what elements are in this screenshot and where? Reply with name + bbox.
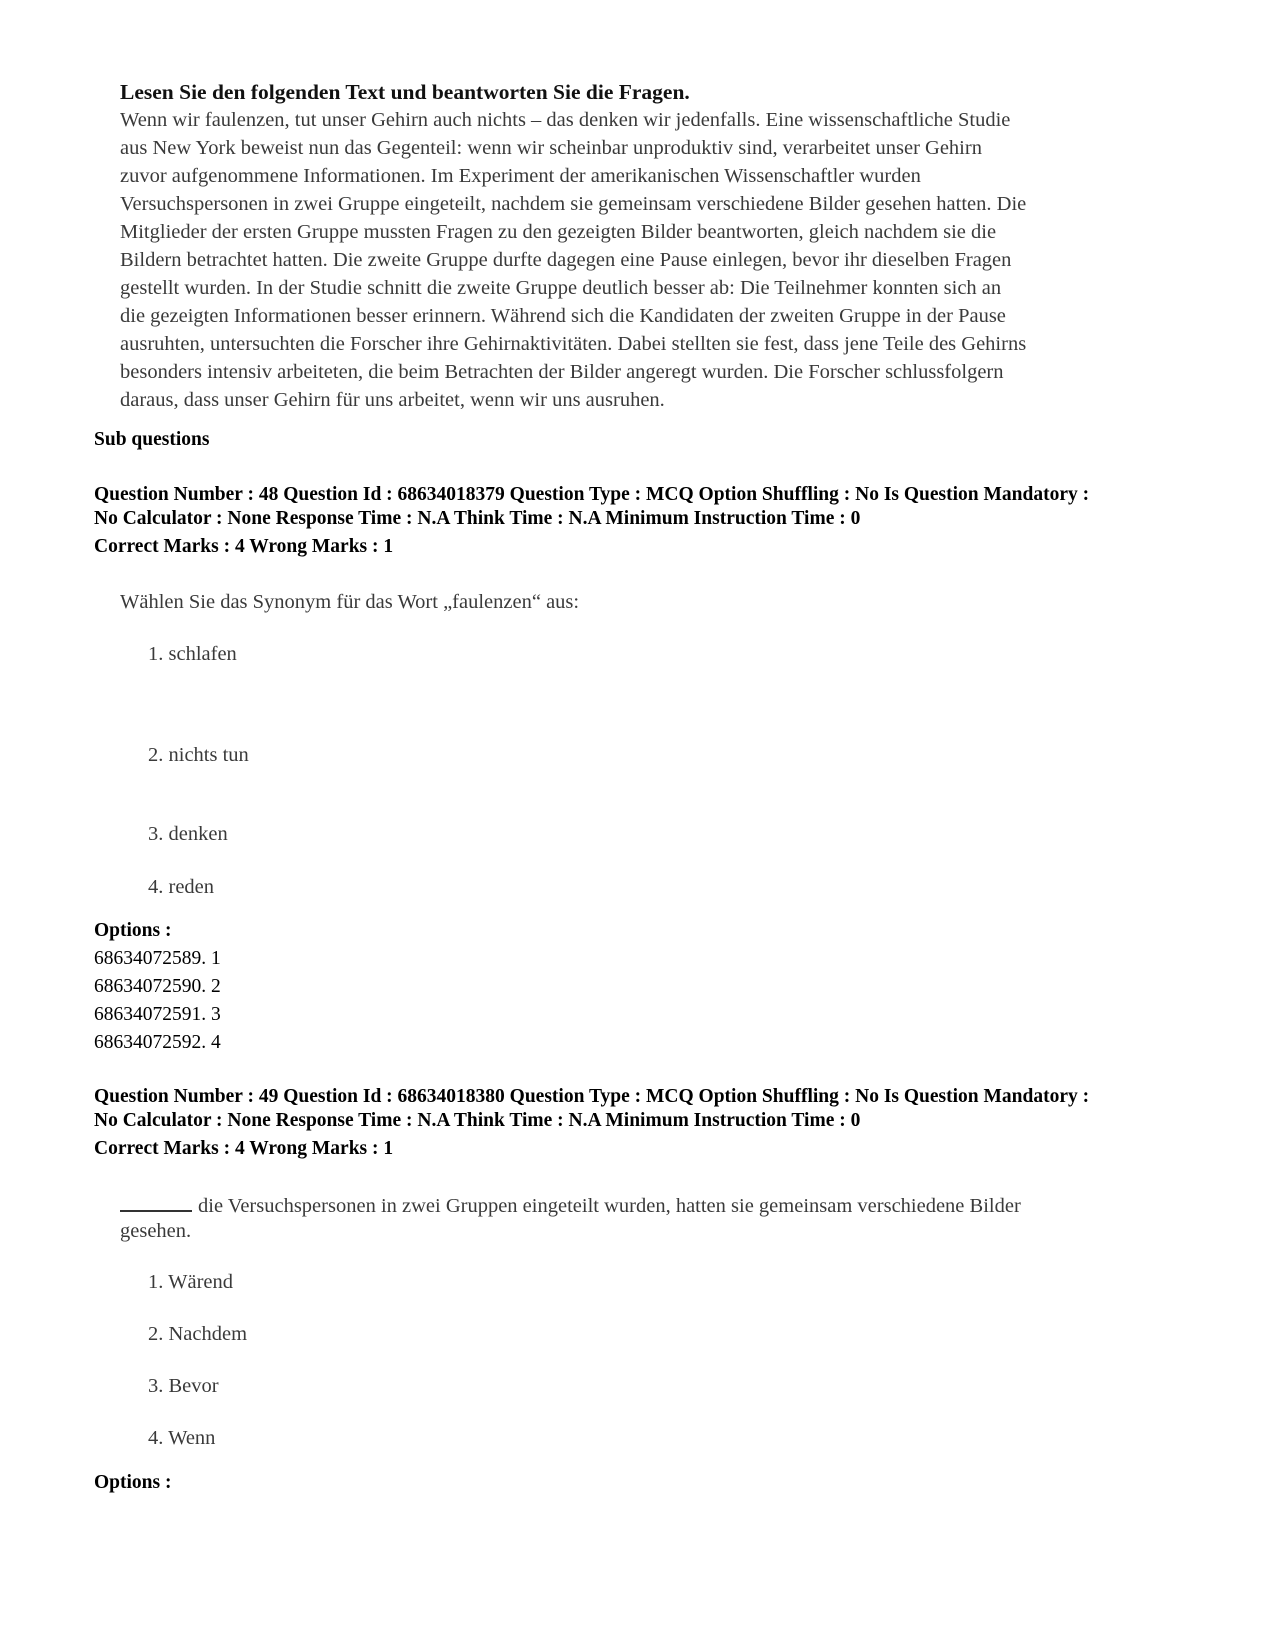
question-48-text: Wählen Sie das Synonym für das Wort „faulenzen“ aus: — [120, 591, 580, 613]
question-48-meta-line-1: Question Number : 48 Question Id : 68634018379 Question Type : MCQ Option Shuffling : No Is Question Mandatory : — [94, 484, 1090, 505]
question-49-choice-1: 1. Wärend — [148, 1271, 234, 1293]
question-48-option-id-4: 68634072592. 4 — [94, 1032, 221, 1053]
passage-line: besonders intensiv arbeiteten, die beim Betrachten der Bilder angeregt wurden. Die Forscher schlussfolgern — [120, 361, 1004, 383]
question-49-choice-2: 2. Nachdem — [148, 1323, 248, 1345]
question-48-choice-2: 2. nichts tun — [148, 744, 249, 766]
question-48-choice-4: 4. reden — [148, 876, 215, 898]
question-48-choice-1: 1. schlafen — [148, 643, 237, 665]
question-48-option-id-1: 68634072589. 1 — [94, 948, 221, 969]
question-48-meta-line-2: No Calculator : None Response Time : N.A Think Time : N.A Minimum Instruction Time : 0 — [94, 508, 861, 529]
sub-questions-label: Sub questions — [94, 429, 210, 450]
question-49-choice-3: 3. Bevor — [148, 1375, 219, 1397]
passage-line: ausruhten, untersuchten die Forscher ihre Gehirnaktivitäten. Dabei stellten sie fest, dass jene Teile des Gehirns — [120, 333, 1027, 355]
question-49-meta-line-2: No Calculator : None Response Time : N.A Think Time : N.A Minimum Instruction Time : 0 — [94, 1110, 861, 1131]
passage-line: Bildern betrachtet hatten. Die zweite Gruppe durfte dagegen eine Pause einlegen, bevor ihr dieselben Fragen — [120, 249, 1012, 271]
passage-line: aus New York beweist nun das Gegenteil: wenn wir scheinbar unproduktiv sind, verarbeitet unser Gehirn — [120, 137, 982, 159]
passage-line: Wenn wir faulenzen, tut unser Gehirn auch nichts – das denken wir jedenfalls. Eine wissenschaftliche Studie — [120, 109, 1011, 131]
passage-line: daraus, dass unser Gehirn für uns arbeitet, wenn wir uns ausruhen. — [120, 389, 665, 411]
passage-line: Mitglieder der ersten Gruppe mussten Fragen zu den gezeigten Bilder beantworten, gleich nachdem sie die — [120, 221, 997, 243]
question-49-text-line-2: gesehen. — [120, 1220, 192, 1242]
passage-line: die gezeigten Informationen besser erinnern. Während sich die Kandidaten der zweiten Gruppe in der Pause — [120, 305, 1006, 327]
passage-line: zuvor aufgenommene Informationen. Im Experiment der amerikanischen Wissenschaftler wurden — [120, 165, 921, 187]
reading-passage — [120, 78, 1200, 414]
question-49-marks: Correct Marks : 4 Wrong Marks : 1 — [94, 1138, 394, 1159]
question-49-choice-4: 4. Wenn — [148, 1427, 216, 1449]
question-48-choice-3: 3. denken — [148, 823, 228, 845]
question-49-options-label: Options : — [94, 1472, 172, 1493]
question-48-option-id-2: 68634072590. 2 — [94, 976, 221, 997]
question-49-text-line-1 — [120, 1190, 1021, 1220]
question-49-meta-line-1: Question Number : 49 Question Id : 68634018380 Question Type : MCQ Option Shuffling : No Is Question Mandatory : — [94, 1086, 1090, 1107]
question-48-options-label: Options : — [94, 920, 172, 941]
question-48-option-id-3: 68634072591. 3 — [94, 1004, 221, 1025]
fill-in-blank — [120, 1190, 192, 1212]
passage-line: gestellt wurden. In der Studie schnitt die zweite Gruppe deutlich besser ab: Die Teilnehmer konnten sich an — [120, 277, 1002, 299]
passage-line: Versuchspersonen in zwei Gruppe eingeteilt, nachdem sie gemeinsam verschiedene Bilder gesehen hatten. Die — [120, 193, 1027, 215]
question-49-text: die Versuchspersonen in zwei Gruppen eingeteilt wurden, hatten sie gemeinsam verschiedene Bilder — [198, 1195, 1021, 1217]
question-48-marks: Correct Marks : 4 Wrong Marks : 1 — [94, 536, 394, 557]
passage-heading: Lesen Sie den folgenden Text und beantworten Sie die Fragen. — [120, 80, 690, 104]
